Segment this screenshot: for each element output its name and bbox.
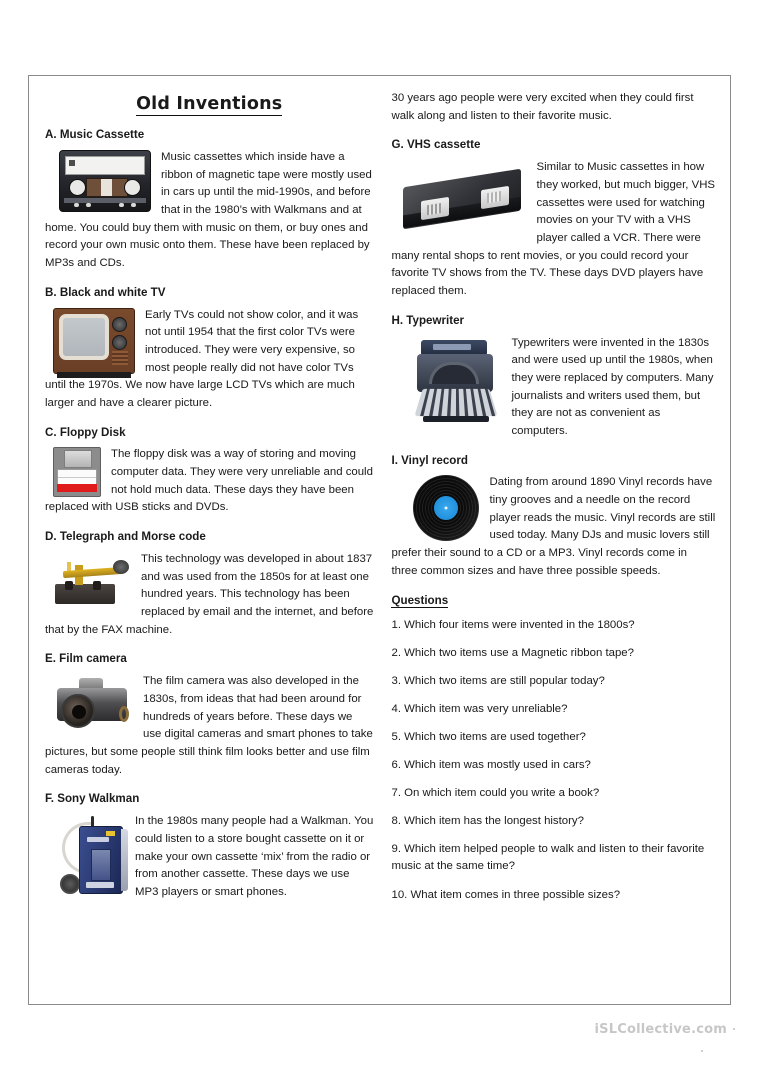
section-block-f — [45, 813, 373, 908]
left-column — [45, 86, 373, 996]
watermark-dot-right — [733, 1028, 735, 1030]
section-heading-c: C. Floppy Disk — [45, 425, 126, 439]
section-text-d: This technology was developed in about 1837 and was used from the 1850s for at least one hundred years. This technology has been replaced by email and the internet, and before that by the FAX machine. — [45, 553, 374, 636]
intro-paragraph: 30 years ago people were very excited when they could first walk along and listen to their favorite music. — [391, 92, 694, 122]
section-block-b — [45, 307, 373, 413]
site-watermark: iSLCollective.com — [594, 1022, 727, 1037]
section-text-h: Typewriters were invented in the 1830s and were used up until the 1980s, when they were replaced by computers. Many journalists and writers used them, but they are not as convenient as computers. — [511, 336, 714, 437]
section-text-g: Similar to Music cassettes in how they worked, but much bigger, VHS cassettes were used for watching movies on your TV with a VHS player called a VCR. There were many rental shops to rent movies, or you could record your favorite TV shows from the TV. These days DVD players have replaced them. — [391, 161, 716, 297]
question-item: 2. Which two items use a Magnetic ribbon tape? — [391, 646, 634, 659]
section-block-g — [391, 159, 716, 300]
telegraph-key-image — [53, 552, 131, 604]
question-item: 3. Which two items are still popular today? — [391, 674, 605, 687]
section-heading-b: B. Black and white TV — [45, 285, 166, 299]
question-item: 8. Which item has the longest history? — [391, 815, 584, 828]
section-text-f: In the 1980s many people had a Walkman. You could listen to a store bought cassette on it or make your own cassette ‘mix’ from the radio or from another cassette. These days we use MP3 players or smart phones. — [135, 815, 374, 898]
typewriter-image — [413, 336, 501, 422]
sony-walkman-image — [59, 814, 125, 906]
section-text-e: The film camera was also developed in the 1830s, from ideas that had been around for hundreds of years before. These days we use digital cameras and smart phones to take pictures, but some people still think film looks better and use film cameras today. — [45, 675, 373, 776]
section-block-e — [45, 673, 373, 779]
question-item: 9. Which item helped people to walk and listen to their favorite music at the same time? — [391, 843, 705, 873]
section-block-d — [45, 551, 373, 639]
section-heading-f: F. Sony Walkman — [45, 792, 140, 806]
watermark-dot-bottom — [701, 1050, 703, 1052]
section-block-a — [45, 149, 373, 273]
question-item: 1. Which four items were invented in the 1800s? — [391, 618, 635, 631]
section-text-i: Dating from around 1890 Vinyl records have tiny grooves and a needle on the record player reads the music. Vinyl records are still used today. Many DJs and music lovers still prefer their sound to a CD or a MP3. Vinyl records come in three common sizes and have three possible speeds. — [391, 476, 716, 577]
question-item: 6. Which item was mostly used in cars? — [391, 759, 591, 772]
section-heading-a: A. Music Cassette — [45, 128, 145, 141]
page-title-text: Old Inventions — [136, 94, 283, 114]
questions-heading-text: Questions — [391, 593, 449, 607]
right-column — [391, 86, 716, 996]
vinyl-record-image — [413, 475, 479, 541]
question-item: 4. Which item was very unreliable? — [391, 702, 568, 715]
question-item: 7. On which item could you write a book? — [391, 787, 600, 800]
section-heading-i: I. Vinyl record — [391, 453, 468, 467]
film-camera-image — [53, 674, 133, 732]
crt-television-image — [53, 308, 135, 374]
questions-heading — [391, 594, 716, 607]
page-title — [45, 94, 373, 114]
section-heading-e: E. Film camera — [45, 652, 127, 666]
section-block-c — [45, 446, 373, 517]
question-item: 5. Which two items are used together? — [391, 730, 586, 743]
section-text-a: Music cassettes which inside have a ribbon of magnetic tape were mostly used in cars up until the mid-1990s, and before that in the 1980’s with Walkmans and at home. You could buy them with music on them, or buy ones and record your own music onto them. These have been replaced by MP3s and CDs. — [45, 150, 372, 269]
worksheet-page — [28, 75, 731, 1005]
section-block-i — [391, 474, 716, 580]
section-heading-g: G. VHS cassette — [391, 138, 481, 152]
floppy-disk-image — [53, 447, 101, 497]
section-heading-h: H. Typewriter — [391, 313, 465, 327]
question-item: 10. What item comes in three possible sizes? — [391, 888, 621, 901]
section-text-c: The floppy disk was a way of storing and moving computer data. They were very unreliable and could not hold much data. These days they have been replaced with USB sticks and DVDs. — [45, 448, 373, 514]
section-heading-d: D. Telegraph and Morse code — [45, 530, 206, 544]
vhs-cassette-image — [399, 160, 526, 242]
music-cassette-image — [59, 150, 151, 212]
section-text-b: Early TVs could not show color, and it was not until 1954 that the first color TVs were introduced. They were very expensive, so most people really did not have color TVs until the 1970s. We now have large LCD TVs which are much larger and have a clearer picture. — [45, 308, 359, 409]
section-block-h — [391, 335, 716, 441]
